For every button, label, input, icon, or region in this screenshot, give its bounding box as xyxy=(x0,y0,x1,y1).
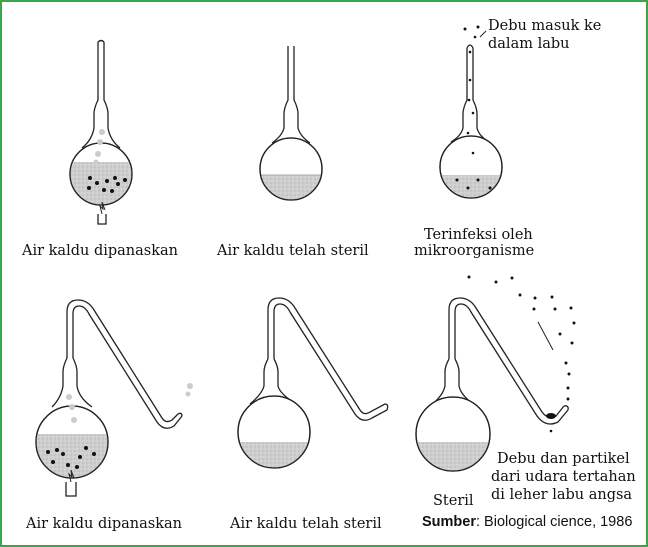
swan-flask-sterile xyxy=(238,298,388,472)
caption-infected-line2: mikroorganisme xyxy=(414,243,535,259)
caption-infected-line1: Terinfeksi oleh xyxy=(424,227,533,243)
swan-flask-dust-trapped xyxy=(416,276,576,475)
caption-sterile-top: Air kaldu telah steril xyxy=(217,243,369,259)
caption-steril: Steril xyxy=(433,493,474,509)
source-citation xyxy=(422,514,632,530)
flask-heated-top xyxy=(68,41,134,225)
annotation-dust-enters-line2: dalam labu xyxy=(488,36,570,52)
caption-heated-top: Air kaldu dipanaskan xyxy=(22,243,178,259)
swan-flask-heated xyxy=(36,300,193,496)
source-label: Sumber xyxy=(422,514,476,530)
annotation-dust-trapped-line2: dari udara tertahan xyxy=(491,469,636,485)
caption-heated-bottom: Air kaldu dipanaskan xyxy=(26,516,182,532)
annotation-dust-trapped-line1: Debu dan partikel xyxy=(497,451,630,467)
caption-sterile-bottom: Air kaldu telah steril xyxy=(230,516,382,532)
annotation-dust-enters-line1: Debu masuk ke xyxy=(488,18,602,34)
source-text: : Biological cience, 1986 xyxy=(476,514,633,530)
annotation-dust-trapped-line3: di leher labu angsa xyxy=(491,487,633,503)
flask-sterile-top xyxy=(258,46,324,205)
